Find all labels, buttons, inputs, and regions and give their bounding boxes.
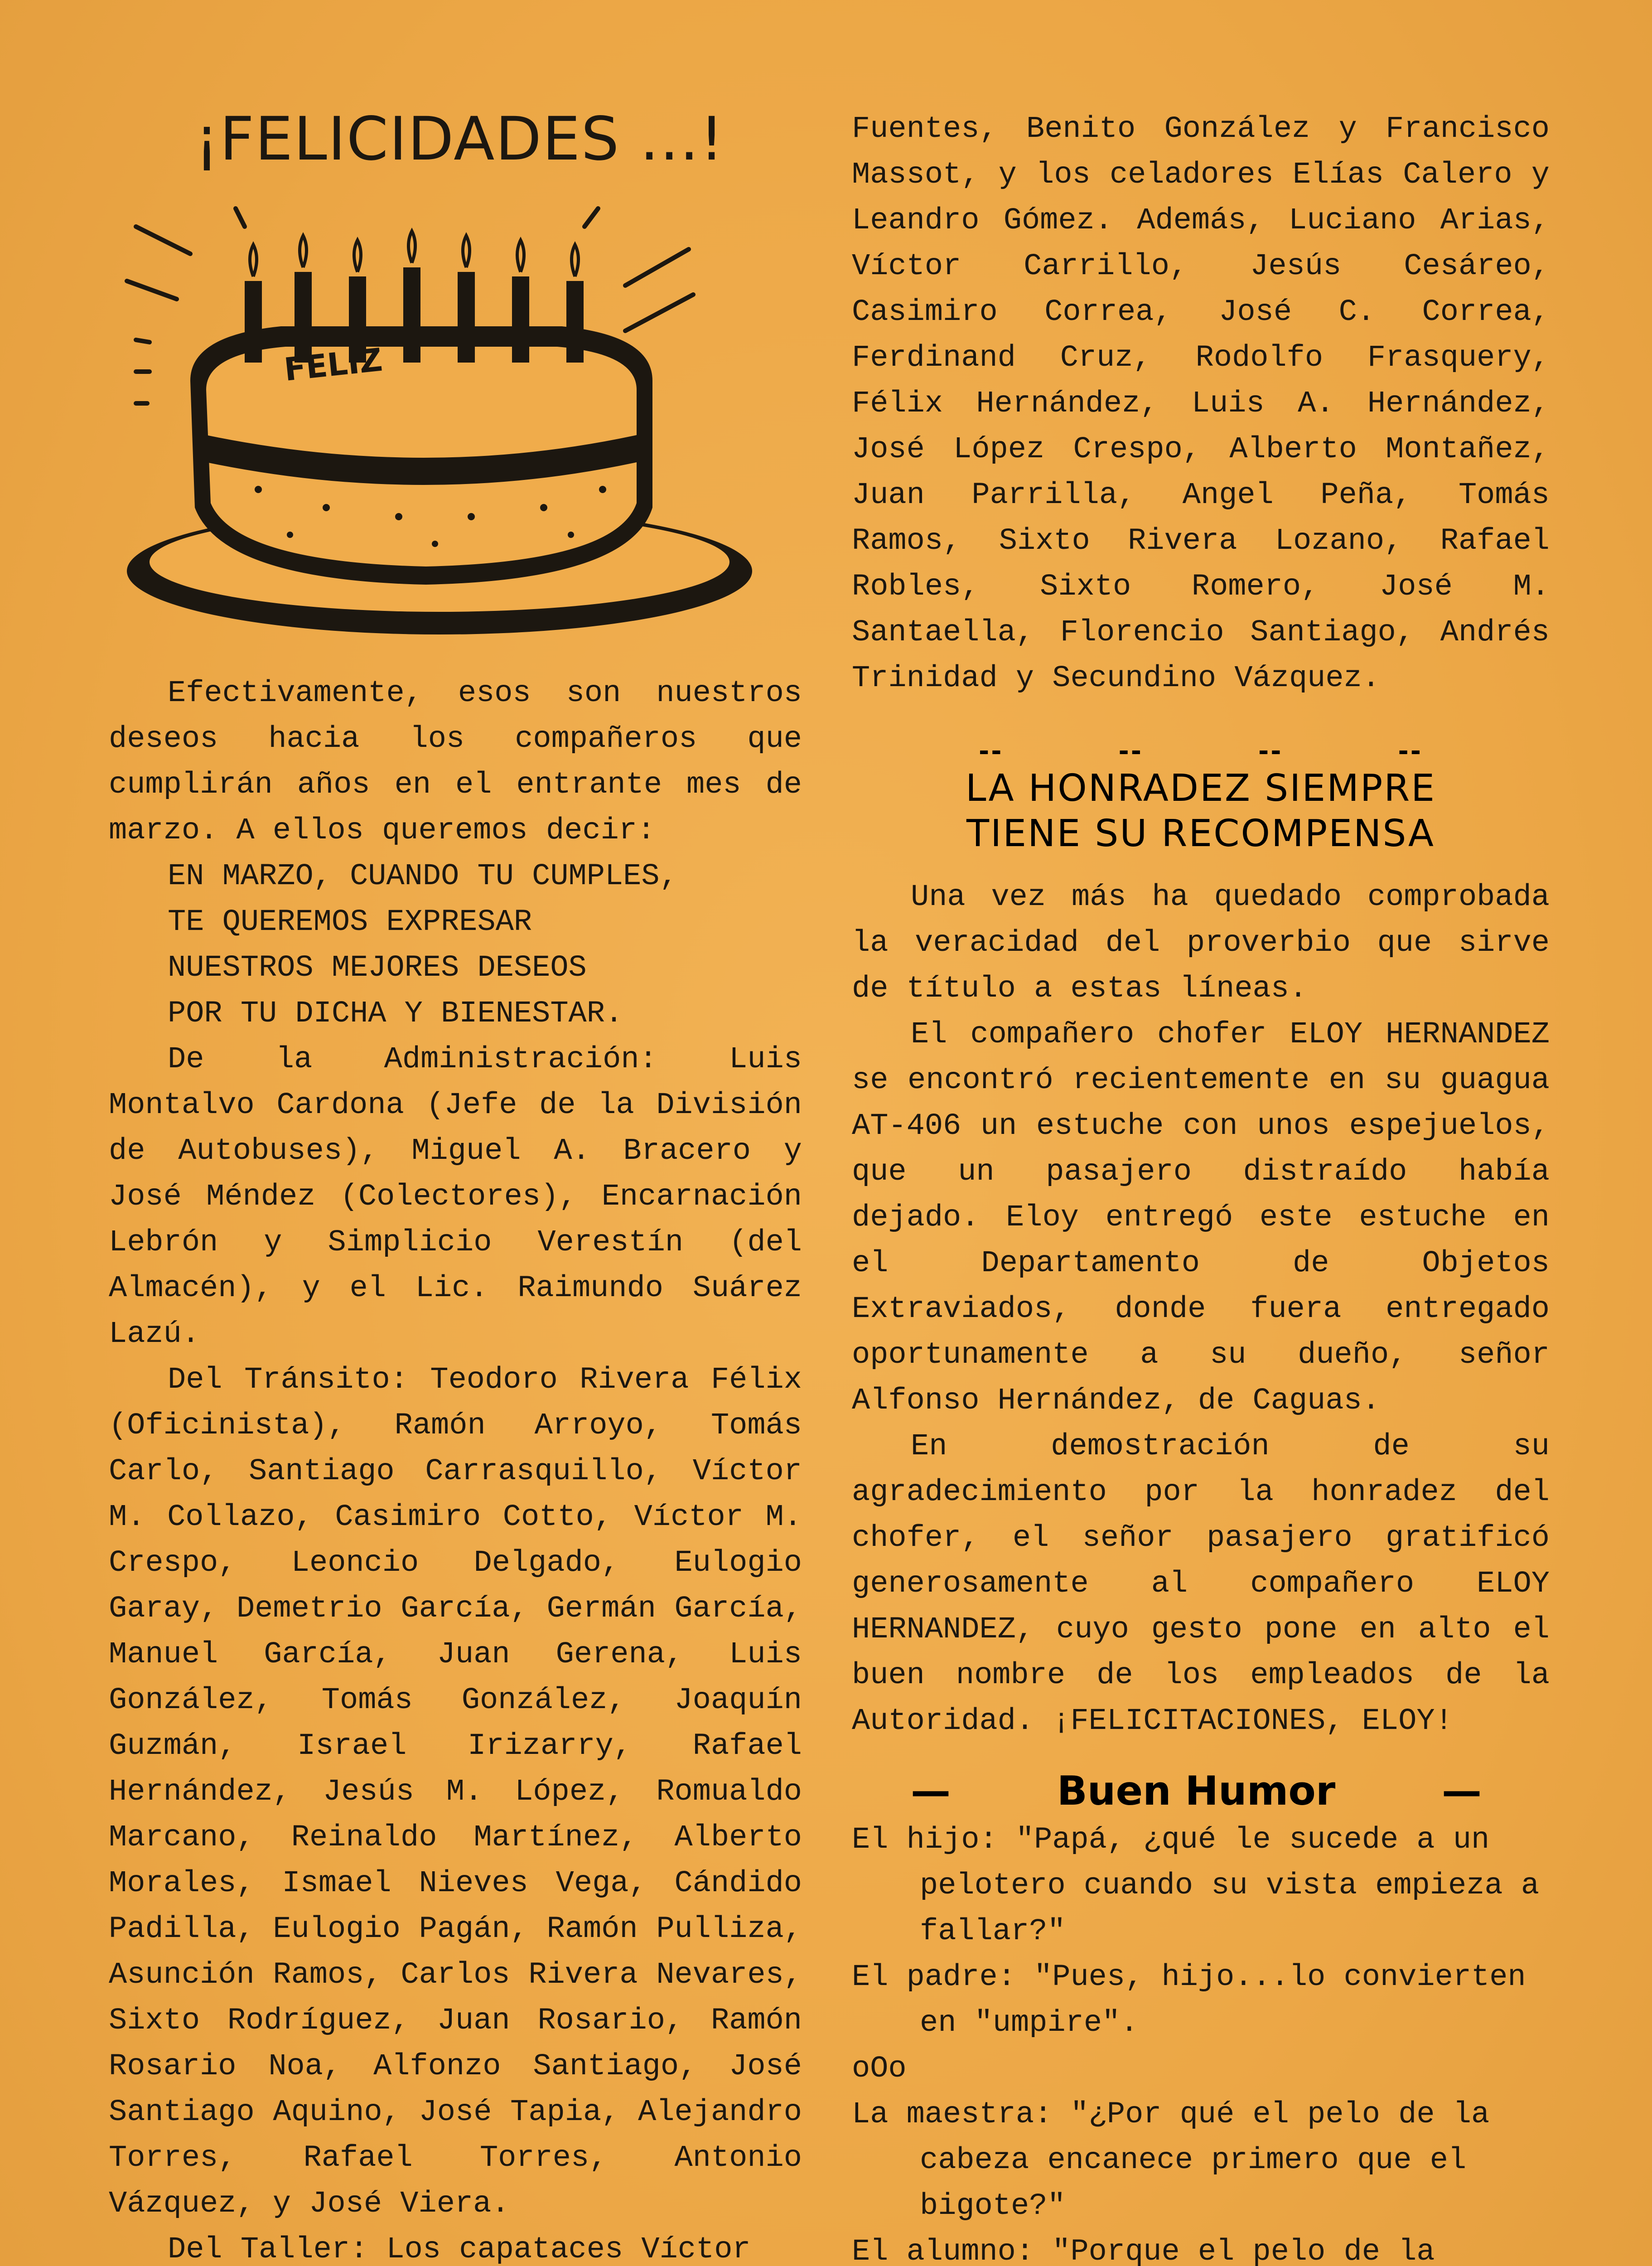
taller-continuation [852, 107, 1550, 702]
poem-line: TE QUEREMOS EXPRESAR [168, 905, 532, 939]
intro-paragraph: Efectivamente, esos son nuestros deseos hacia los compañeros que cumplirán años en el entrante mes de marzo. A ellos queremos decir: [109, 676, 802, 848]
left-column [109, 671, 802, 2266]
cake-lettering: FELIZ [282, 341, 384, 388]
joke-separator: oOo [852, 2052, 907, 2086]
article-paragraph: El compañero chofer ELOY HERNANDEZ se encontró recientemente en su guagua AT-406 un estuche con unos espejuelos, que un pasajero distraído había dejado. Eloy entregó este estuche en el Departamento de Objetos Extraviados, donde fuera entregado oportunamente a su dueño, señor Alfonso Hernández, de Caguas. [852, 1017, 1550, 1418]
page-title: ¡FELICIDADES ...! [195, 104, 725, 174]
honradez-article [852, 875, 1550, 1744]
joke-line: La maestra: "¿Por qué el pelo de la cabeza encanece primero que el bigote?" [852, 2097, 1490, 2223]
taller-paragraph-start: Del Taller: Los capataces Víctor [168, 2232, 751, 2266]
honradez-headline: LA HONRADEZ SIEMPRE TIENE SU RECOMPENSA [965, 767, 1436, 855]
joke-line: El padre: "Pues, hijo...lo convierten en "umpire". [852, 1960, 1526, 2040]
birthday-cake-illustration [109, 190, 807, 644]
joke-line: El hijo: "Papá, ¿qué le sucede a un pelotero cuando su vista empieza a fallar?" [852, 1823, 1540, 1949]
joke-line: El alumno: "Porque el pelo de la [852, 2235, 1435, 2266]
humor-title: Buen Humor [1057, 1767, 1336, 1814]
article-paragraph: Una vez más ha quedado comprobada la veracidad del proverbio que sirve de título a estas líneas. [852, 880, 1550, 1006]
poem-line: POR TU DICHA Y BIENESTAR. [168, 997, 623, 1031]
administracion-paragraph: De la Administración: Luis Montalvo Cardona (Jefe de la División de Autobuses), Miguel A. Bracero y José Méndez (Colectores), Encarnación Lebrón y Simplicio Verestín (del Almacén), y el Lic. Raimundo Suárez Lazú. [109, 1042, 802, 1351]
humor-jokes [852, 1817, 1550, 2266]
birthday-poem [109, 854, 802, 1037]
poem-line: EN MARZO, CUANDO TU CUMPLES, [168, 859, 678, 894]
section-divider: -- -- -- -- [979, 736, 1423, 766]
transito-paragraph: Del Tránsito: Teodoro Rivera Félix (Oficinista), Ramón Arroyo, Tomás Carlo, Santiago Carrasquillo, Víctor M. Collazo, Casimiro Cotto, Víctor M. Crespo, Leoncio Delgado, Eulogio Garay, Demetrio García, Germán García, Manuel García, Juan Gerena, Luis González, Tomás González, Joaquín Guzmán, Israel Irizarry, Rafael Hernández, Jesús M. López, Romualdo Marcano, Reinaldo Martínez, Alberto Morales, Ismael Nieves Vega, Cándido Padilla, Eulogio Pagán, Ramón Pulliza, Asunción Ramos, Carlos Rivera Nevares, Sixto Rodríguez, Juan Rosario, Ramón Rosario Noa, Alfonzo Santiago, José Santiago Aquino, José Tapia, Alejandro Torres, Rafael Torres, Antonio Vázquez, y José Viera. [109, 1363, 802, 2221]
poem-line: NUESTROS MEJORES DESEOS [168, 951, 587, 985]
taller-paragraph-cont: Fuentes, Benito González y Francisco Massot, y los celadores Elías Calero y Leandro Gómez. Además, Luciano Arias, Víctor Carrillo, Jesús Cesáreo, Casimiro Correa, José C. Correa, Ferdinand Cruz, Rodolfo Frasquery, Félix Hernández, Luis A. Hernández, José López Crespo, Alberto Montañez, Juan Parrilla, Angel Peña, Tomás Ramos, Sixto Rivera Lozano, Rafael Robles, Sixto Romero, José M. Santaella, Florencio Santiago, Andrés Trinidad y Secundino Vázquez. [852, 112, 1550, 696]
humor-heading: — Buen Humor — [911, 1767, 1482, 1814]
article-paragraph: En demostración de su agradecimiento por la honradez del chofer, el señor pasajero gratificó generosamente al compañero ELOY HERNANDEZ, cuyo gesto pone en alto el buen nombre de los empleados de la Autoridad. ¡FELICITACIONES, ELOY! [852, 1429, 1550, 1738]
